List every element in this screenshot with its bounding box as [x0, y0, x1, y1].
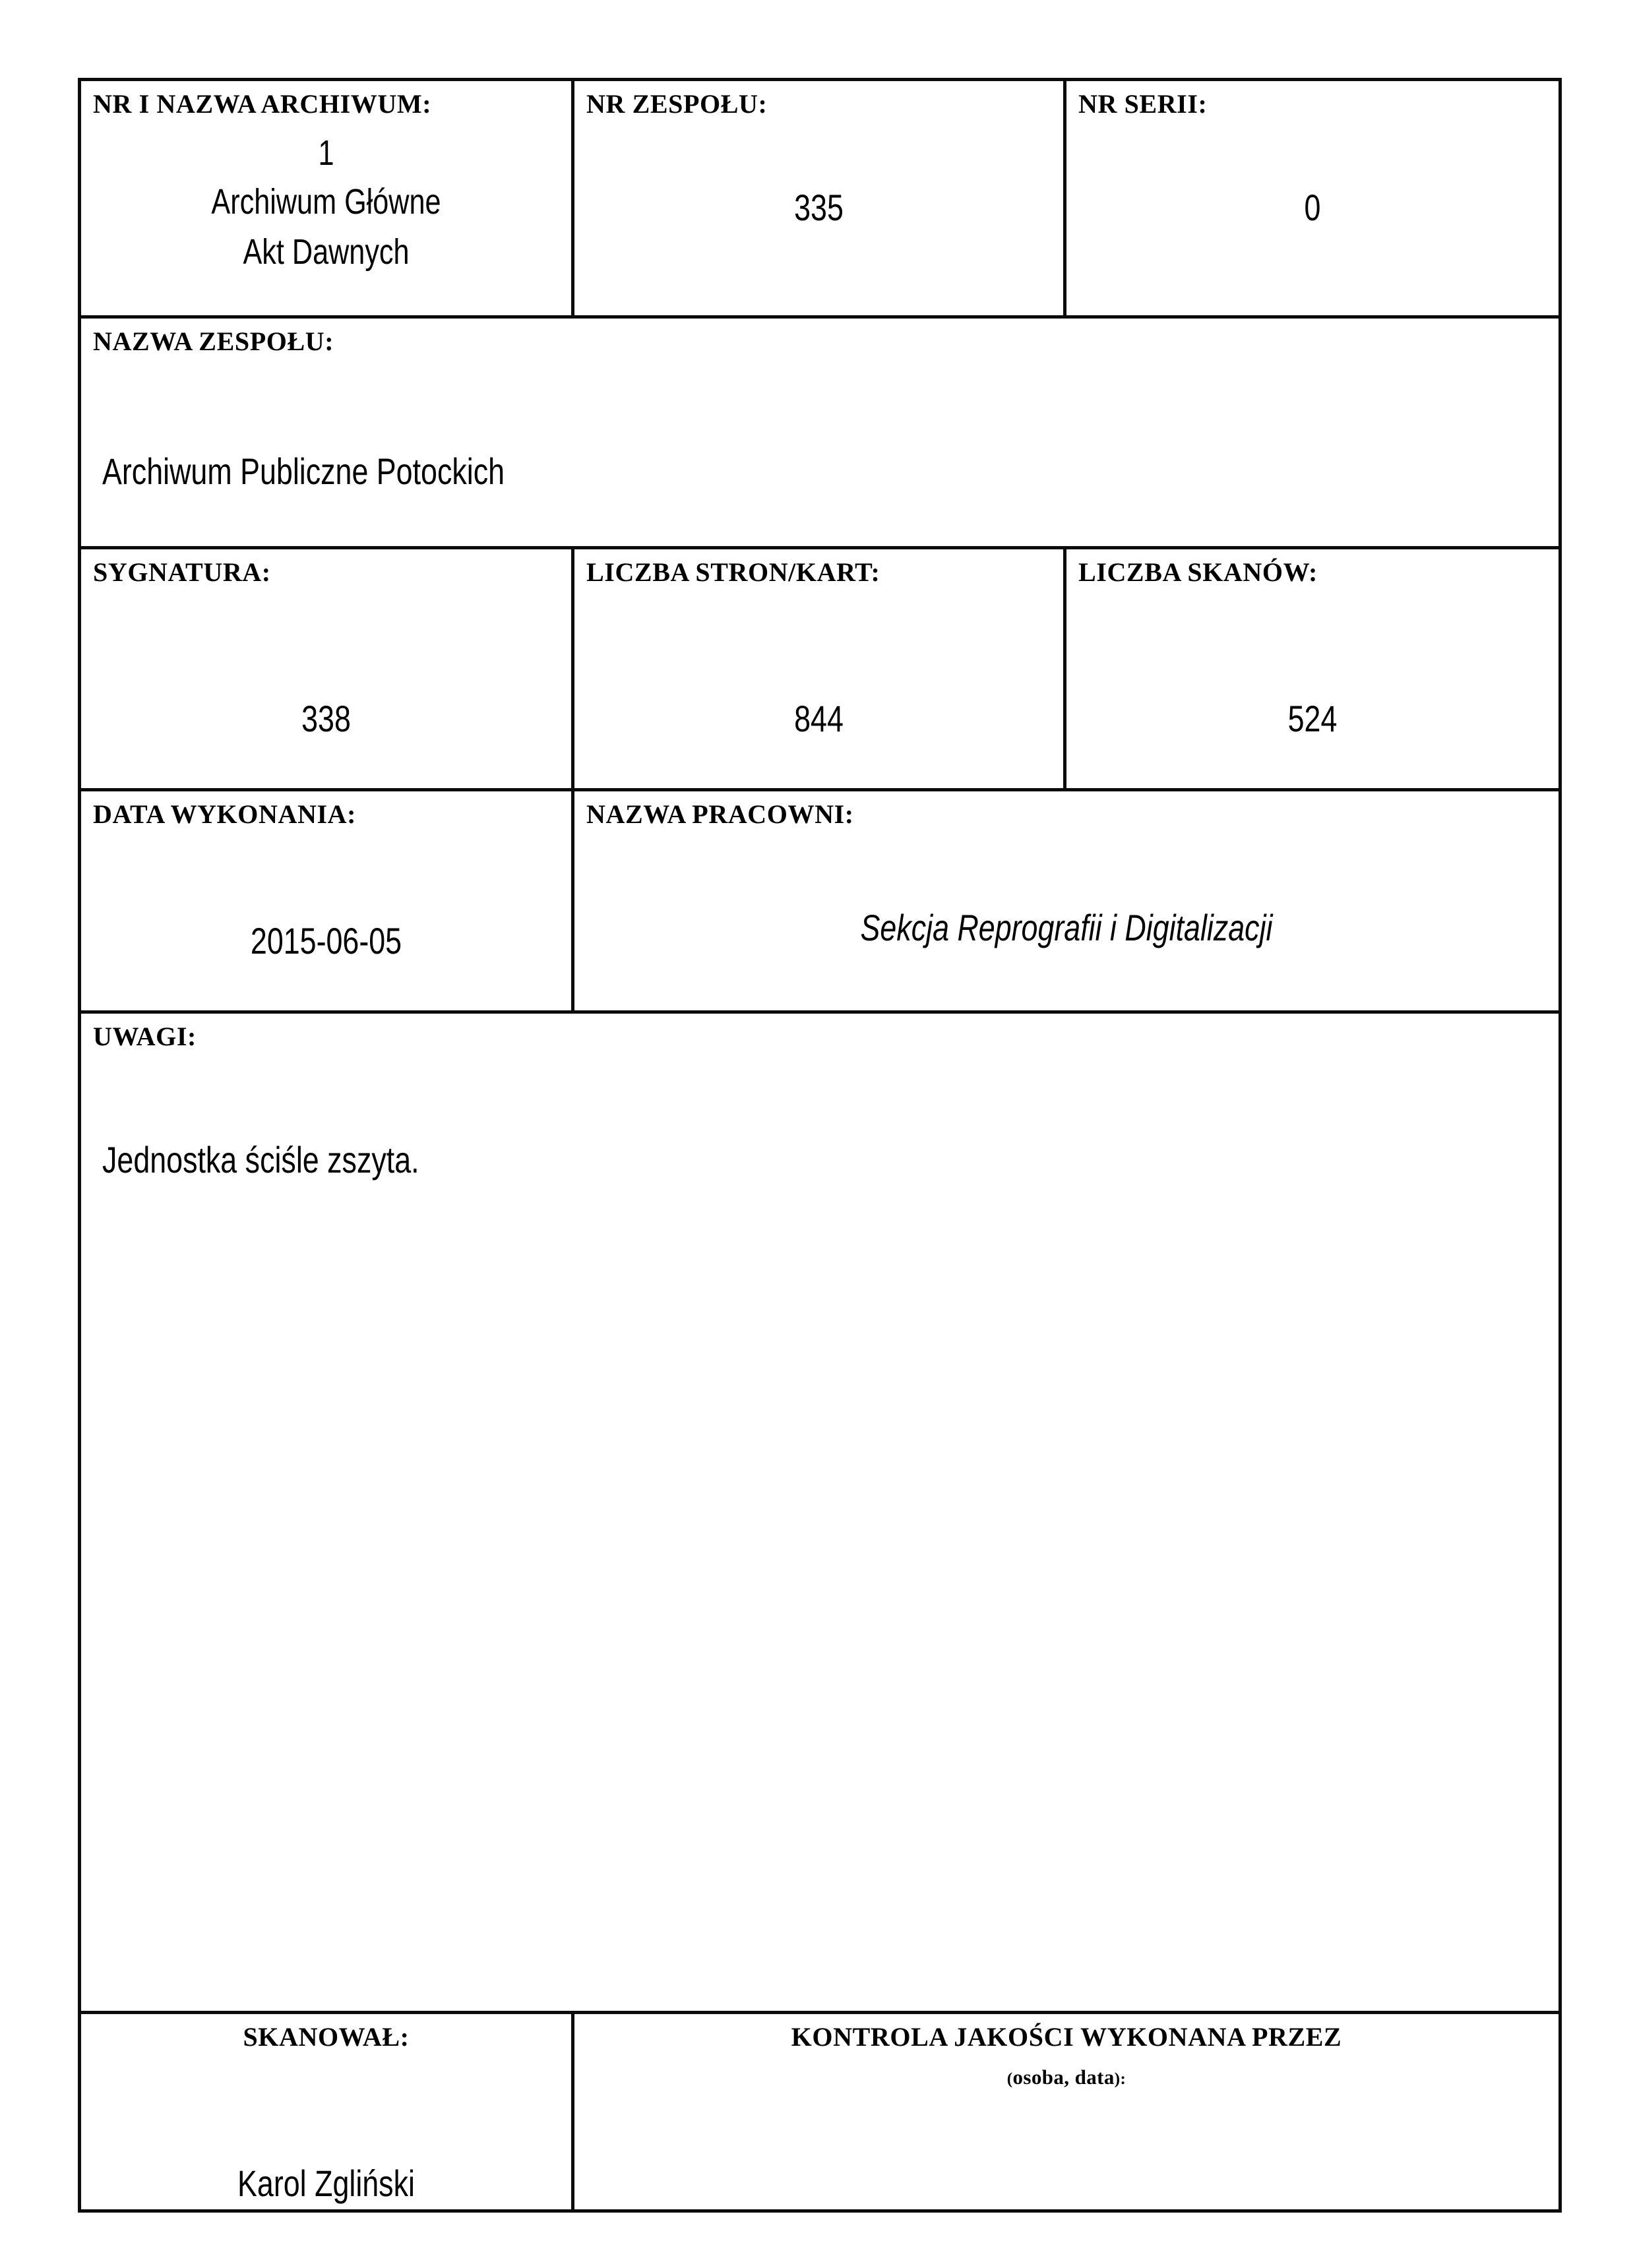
table-row-execution: [80, 790, 1560, 1012]
series-number-label: NR SERII:: [1078, 89, 1208, 119]
cell-laboratory: [573, 790, 1560, 1012]
archive-name-line2: Akt Dawnych: [243, 232, 410, 272]
digitization-target-form: [78, 78, 1562, 2213]
pages-count-value: 844: [794, 698, 844, 739]
qc-sublabel-text: osoba, data: [1012, 2066, 1115, 2089]
cell-fonds-number: [573, 80, 1065, 317]
signature-value: 338: [301, 698, 351, 739]
quality-control-sublabel: [574, 2066, 1558, 2089]
cell-pages-count: [573, 548, 1065, 790]
execution-date-value: 2015-06-05: [250, 920, 402, 962]
pages-count-label: LICZBA STRON/KART:: [586, 557, 880, 587]
scans-count-value: 524: [1287, 698, 1338, 739]
cell-signature: [80, 548, 573, 790]
scanned-by-label: SKANOWAŁ:: [243, 2022, 410, 2052]
archive-number-value: 1: [318, 133, 334, 173]
table-row-archive: [80, 80, 1560, 317]
qc-paren-close: ):: [1114, 2070, 1126, 2088]
table-row-footer: [80, 2013, 1560, 2211]
fonds-number-value: 335: [794, 187, 844, 228]
cell-fonds-name: [80, 317, 1560, 548]
fonds-number-label: NR ZESPOŁU:: [586, 89, 768, 119]
table-row-fonds-name: [80, 317, 1560, 548]
cell-quality-control: [573, 2013, 1560, 2211]
notes-label: UWAGI:: [93, 1022, 197, 1051]
series-number-value: 0: [1304, 187, 1321, 228]
fonds-name-value: Archiwum Publiczne Potockich: [102, 450, 505, 492]
scanned-by-value: Karol Zgliński: [237, 2162, 415, 2204]
archive-label: NR I NAZWA ARCHIWUM:: [93, 89, 432, 119]
laboratory-value: Sekcja Reprografii i Digitalizacji: [860, 907, 1273, 948]
execution-date-label: DATA WYKONANIA:: [93, 799, 357, 829]
cell-notes: [80, 1012, 1560, 2013]
quality-control-label: KONTROLA JAKOŚCI WYKONANA PRZEZ: [791, 2022, 1342, 2052]
cell-series-number: [1065, 80, 1560, 317]
table-row-notes: [80, 1012, 1560, 2013]
laboratory-label: NAZWA PRACOWNI:: [586, 799, 854, 829]
notes-value: Jednostka ściśle zszyta.: [102, 1139, 419, 1180]
signature-label: SYGNATURA:: [93, 557, 271, 587]
archive-name-line1: Archiwum Główne: [211, 182, 441, 222]
cell-scans-count: [1065, 548, 1560, 790]
scans-count-label: LICZBA SKANÓW:: [1078, 557, 1318, 587]
cell-archive-name: [80, 80, 573, 317]
qc-paren-open: (: [1006, 2070, 1013, 2088]
fonds-name-label: NAZWA ZESPOŁU:: [93, 326, 334, 356]
cell-execution-date: [80, 790, 573, 1012]
table-row-counts: [80, 548, 1560, 790]
cell-scanned-by: [80, 2013, 573, 2211]
